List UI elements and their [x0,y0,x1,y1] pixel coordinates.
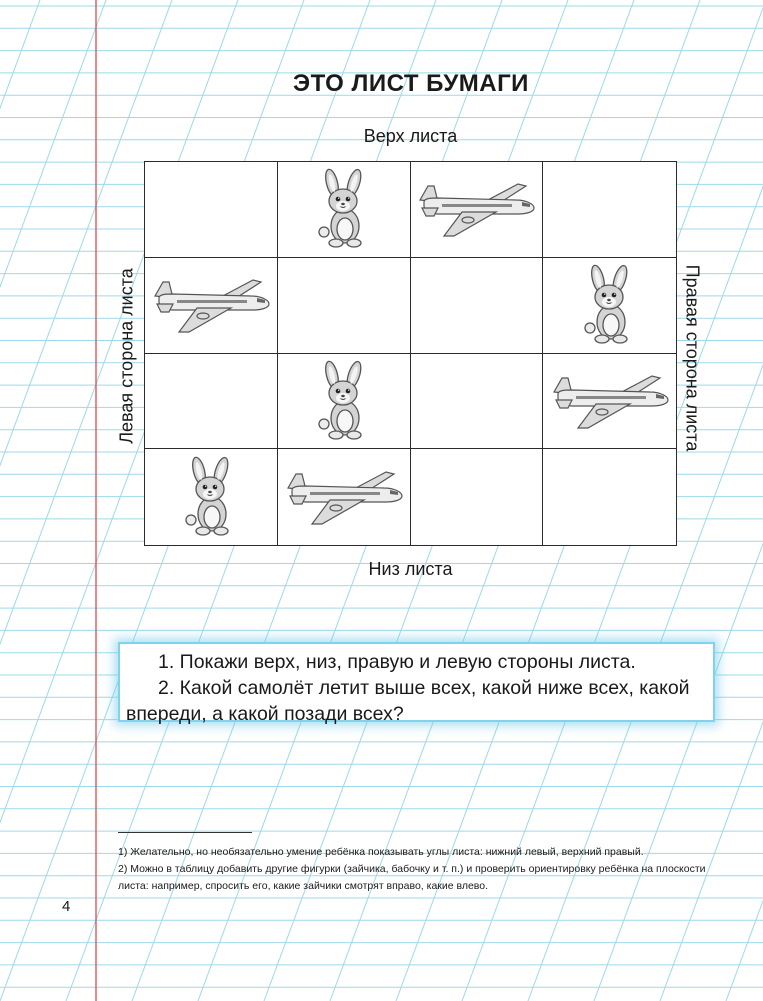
grid-cell [145,162,278,258]
grid-cell [145,449,278,545]
footnote-divider [118,832,252,833]
grid-cell [145,258,278,354]
sheet-grid [144,161,677,546]
bunny-icon [178,456,244,538]
bunny-icon [577,264,643,346]
airplane-icon [282,466,406,528]
airplane-icon [149,274,273,336]
task-2: 2. Какой самолёт летит выше всех, какой ниже всех, какой впереди, а какой позади всех? [126,677,690,725]
airplane-icon [548,370,672,432]
bunny-icon [311,168,377,250]
grid-cell [543,258,676,354]
grid-cell [411,449,544,545]
sheet-right-label: Правая сторона листа [682,264,703,452]
airplane-icon [414,178,538,240]
grid-cell [543,354,676,450]
task-box [118,642,715,725]
grid-cell [278,354,411,450]
task-1: 1. Покажи верх, низ, правую и левую стороны листа. [158,651,636,673]
grid-cell [145,354,278,450]
grid-cell [278,162,411,258]
grid-cell [411,354,544,450]
footnotes [118,844,718,895]
sheet-left-label: Левая сторона листа [116,268,137,444]
grid-cell [278,449,411,545]
page-number: 4 [62,898,71,915]
footnote-2: 2) Можно в таблицу добавить другие фигурки (зайчика, бабочку и т. п.) и проверить ориентировку ребёнка на плоскости листа: например, спросить его, какие зайчики смотрят вправо, какие влево. [118,863,706,892]
grid-cell [543,449,676,545]
grid-cell [543,162,676,258]
bunny-icon [311,360,377,442]
grid-cell [411,258,544,354]
sheet-bottom-label: Низ листа [368,559,453,579]
page-title: ЭТО ЛИСТ БУМАГИ [293,70,529,97]
footnote-1: 1) Желательно, но необязательно умение ребёнка показывать углы листа: нижний левый, верхний правый. [118,846,644,858]
sheet-top-label: Верх листа [363,126,458,146]
grid-cell [411,162,544,258]
grid-cell [278,258,411,354]
